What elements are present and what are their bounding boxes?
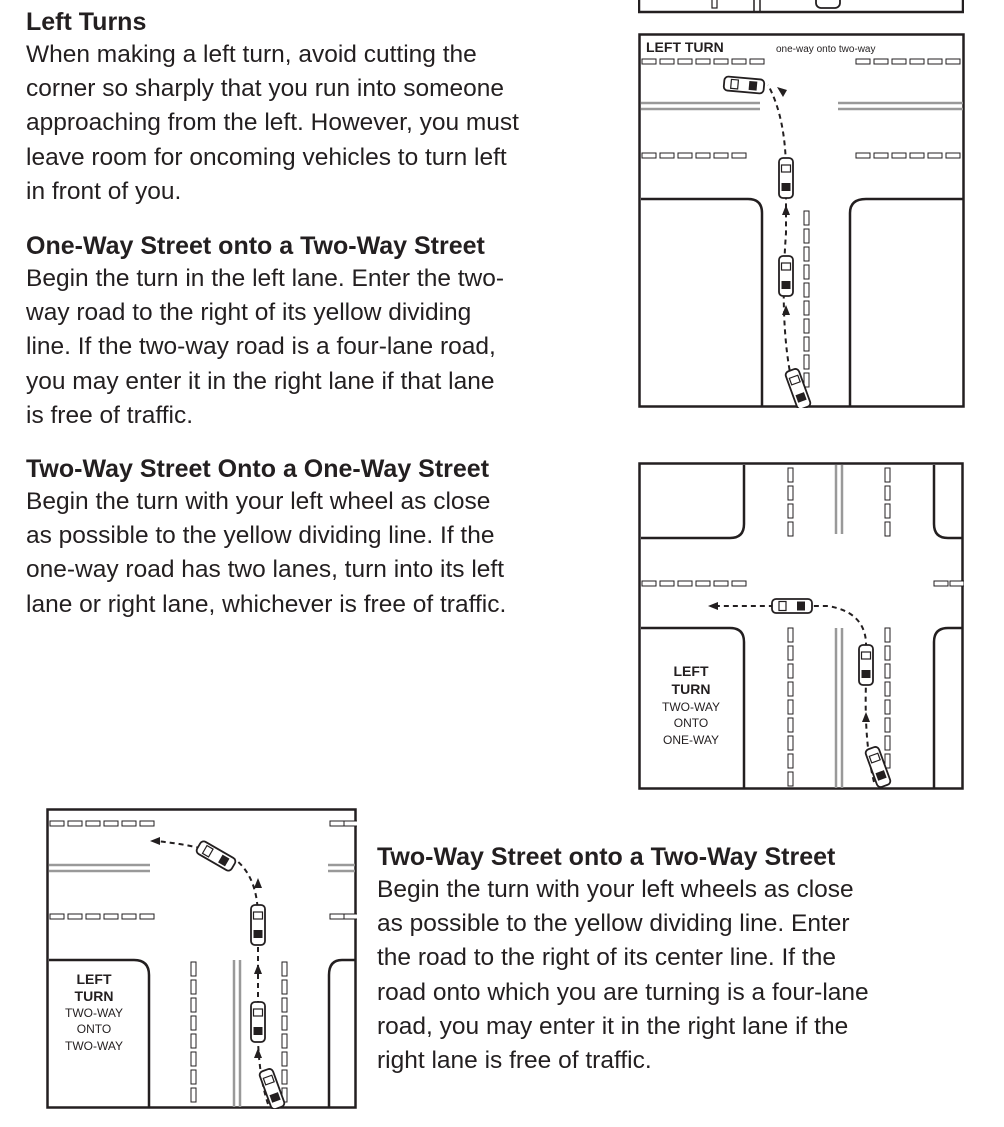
diagram-sublabel-line: ONTO bbox=[76, 1022, 112, 1036]
body-line: Begin the turn with your left wheels as close bbox=[377, 876, 854, 903]
body-line: the road to the right of its center line. If the bbox=[377, 944, 836, 972]
diagram-label-line: LEFT bbox=[76, 971, 112, 987]
diagram-label-line: LEFT bbox=[673, 663, 709, 679]
diagram-sublabel: one-way onto two-way bbox=[776, 44, 876, 55]
section-two-way-onto-two-way bbox=[377, 841, 987, 1078]
body-line: leave room for oncoming vehicles to turn left bbox=[26, 143, 507, 171]
section-left-turns bbox=[26, 6, 616, 209]
section-two-way-onto-one-way bbox=[26, 453, 616, 622]
section-body bbox=[377, 873, 987, 1078]
diagram-one-way-onto-two-way bbox=[638, 33, 965, 408]
body-line: way road to the right of its yellow dividing bbox=[26, 299, 472, 327]
diagram-sublabel-line: TWO-WAY bbox=[65, 1006, 123, 1020]
diagram-label-line: TURN bbox=[671, 681, 711, 697]
body-line: as possible to the yellow dividing line. Enter bbox=[377, 910, 850, 938]
body-line: lane or right lane, whichever is free of traffic. bbox=[26, 590, 507, 618]
diagram-label-line: TURN bbox=[74, 988, 114, 1004]
body-line: approaching from the left. However, you must bbox=[26, 109, 519, 137]
section-body bbox=[26, 38, 616, 209]
diagram-label: LEFT TURN bbox=[646, 39, 724, 55]
body-line: one-way road has two lanes, turn into its left bbox=[26, 556, 505, 584]
section-one-way-onto-two-way bbox=[26, 230, 616, 433]
body-line: is free of traffic. bbox=[26, 401, 194, 429]
diagram-sublabel-line: ONE-WAY bbox=[663, 733, 719, 747]
section-title: Two-Way Street Onto a One-Way Street bbox=[26, 455, 490, 483]
section-title: One-Way Street onto a Two-Way Street bbox=[26, 232, 485, 260]
body-line: corner so sharply that you run into someone bbox=[26, 75, 505, 103]
body-line: Begin the turn with your left wheel as close bbox=[26, 488, 491, 515]
body-line: right lane is free of traffic. bbox=[377, 1047, 652, 1075]
section-title: Two-Way Street onto a Two-Way Street bbox=[377, 843, 836, 871]
diagram-sublabel-line: ONTO bbox=[673, 716, 709, 730]
body-line: as possible to the yellow dividing line. If the bbox=[26, 522, 495, 550]
body-line: When making a left turn, avoid cutting the bbox=[26, 41, 477, 68]
diagram-top-partial bbox=[638, 0, 964, 14]
body-line: road, you may enter it in the right lane if the bbox=[377, 1012, 849, 1040]
diagram-two-way-onto-one-way bbox=[638, 462, 964, 790]
section-body bbox=[26, 262, 616, 433]
section-body bbox=[26, 485, 616, 622]
body-line: in front of you. bbox=[26, 177, 182, 205]
body-line: road onto which you are turning is a four-lane bbox=[377, 978, 869, 1006]
diagram-sublabel-line: TWO-WAY bbox=[65, 1039, 123, 1053]
diagram-sublabel-line: TWO-WAY bbox=[662, 700, 720, 714]
section-title: Left Turns bbox=[26, 8, 147, 36]
body-line: line. If the two-way road is a four-lane road, bbox=[26, 333, 496, 361]
body-line: Begin the turn in the left lane. Enter the two- bbox=[26, 265, 505, 292]
diagram-two-way-onto-two-way bbox=[46, 808, 357, 1109]
body-line: you may enter it in the right lane if that lane bbox=[26, 367, 495, 395]
